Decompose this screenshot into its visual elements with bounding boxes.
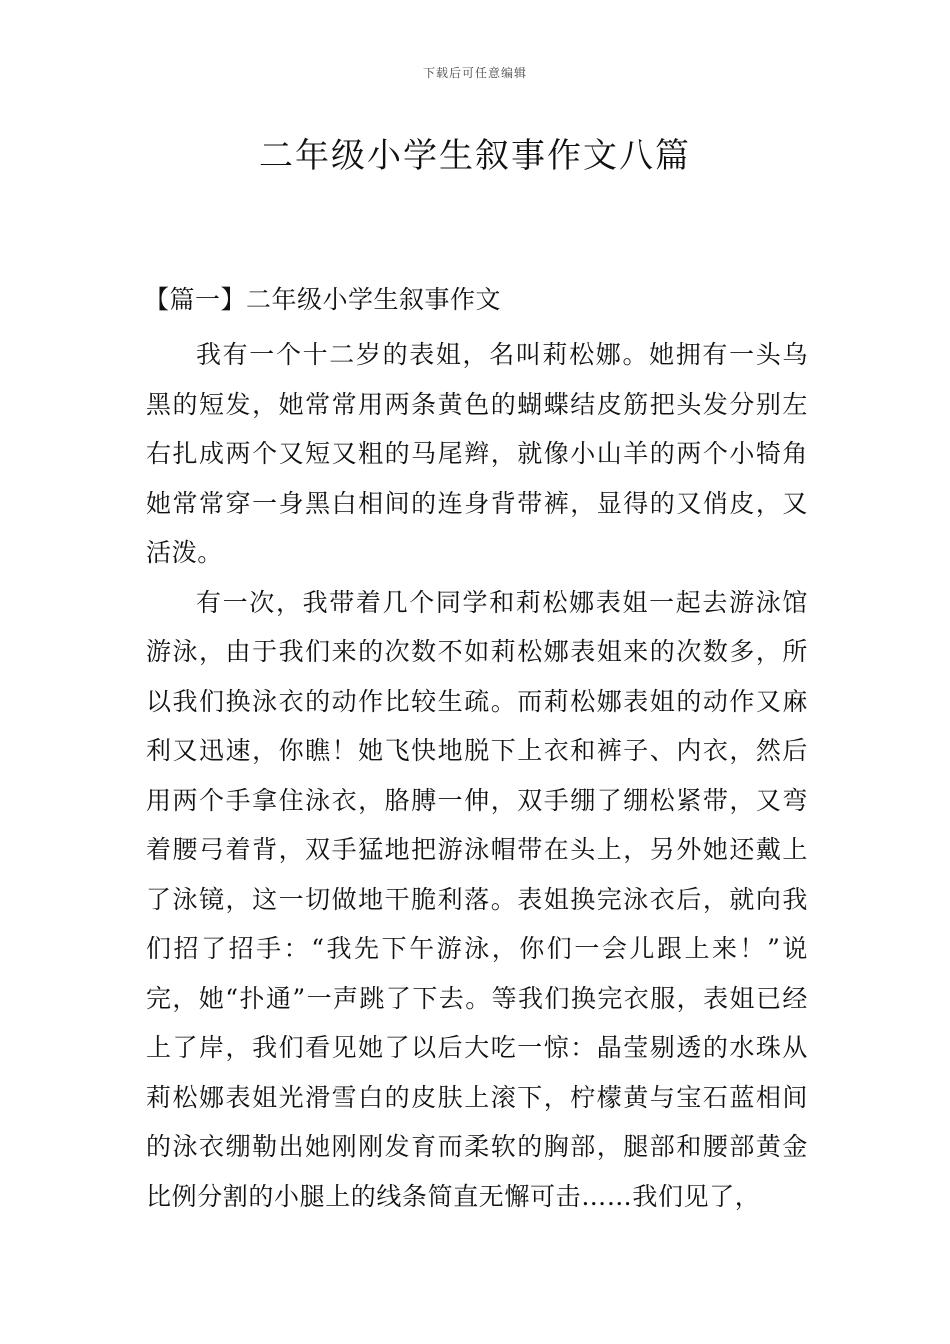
document-body [146,280,808,1221]
paragraph-2: 有一次，我带着几个同学和莉松娜表姐一起去游泳馆游泳，由于我们来的次数不如莉松娜表姐来的次数多，所以我们换泳衣的动作比较生疏。而莉松娜表姐的动作又麻利又迅速，你瞧！她飞快地脱下上衣和裤子、内衣，然后用两个手拿住泳衣，胳膊一伸，双手绷了绷松紧带，又弯着腰弓着背，双手猛地把游泳帽带在头上，另外她还戴上了泳镜，这一切做地干脆利落。表姐换完泳衣后，就向我们招了招手：“我先下午游泳，你们一会儿跟上来！”说完，她“扑通”一声跳了下去。等我们换完衣服，表姐已经上了岸，我们看见她了以后大吃一惊：晶莹剔透的水珠从莉松娜表姐光滑雪白的皮肤上滚下，柠檬黄与宝石蓝相间的泳衣绷勒出她刚刚发育而柔软的胸部，腿部和腰部黄金比例分割的小腿上的线条简直无懈可击……我们见了， [146,587,808,1211]
section-heading: 【篇一】二年级小学生叙事作文 [144,285,502,314]
header-note: 下载后可任意编辑 [422,66,527,80]
document-title: 二年级小学生叙事作文八篇 [259,136,691,176]
paragraph-1: 我有一个十二岁的表姐，名叫莉松娜。她拥有一头乌黑的短发，她常常用两条黄色的蝴蝶结皮筋把头发分别左右扎成两个又短又粗的马尾辫，就像小山羊的两个小犄角她常常穿一身黑白相间的连身背带裤，显得的又俏皮，又活泼。 [146,340,808,567]
